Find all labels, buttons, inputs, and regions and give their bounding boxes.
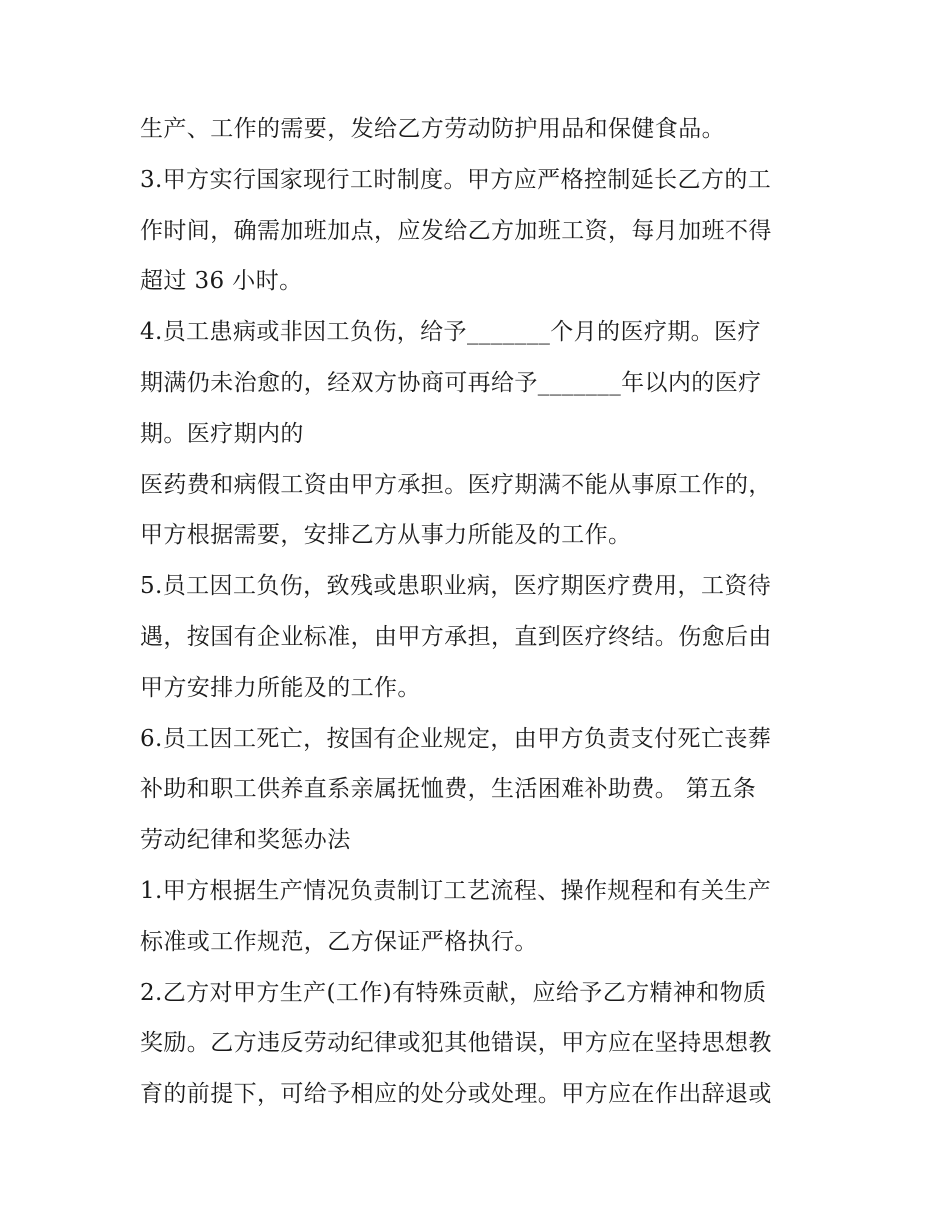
text-line: 甲方根据需要，安排乙方从事力所能及的工作。 [140, 522, 632, 549]
text-line: 1.甲方根据生产情况负责制订工艺流程、操作规程和有关生产 [140, 877, 772, 904]
text-line: 2.乙方对甲方生产(工作)有特殊贡献，应给予乙方精神和物质 [140, 979, 767, 1006]
text-line: 期。医疗期内的 [140, 420, 304, 447]
text-line: 遇，按国有企业标准，由甲方承担，直到医疗终结。伤愈后由 [140, 623, 772, 650]
text-line: 5.员工因工负伤，致残或患职业病，医疗期医疗费用，工资待 [140, 573, 772, 600]
text-line: 劳动纪律和奖惩办法 [140, 827, 351, 854]
text-line: 育的前提下，可给予相应的处分或处理。甲方应在作出辞退或 [140, 1081, 772, 1108]
text-line: 补助和职工供养直系亲属抚恤费，生活困难补助费。 第五条 [140, 776, 757, 803]
document-body [140, 104, 820, 1120]
text-line: 甲方安排力所能及的工作。 [140, 674, 421, 701]
text-line: 4.员工患病或非因工负伤，给予_______个月的医疗期。医疗 [140, 319, 761, 346]
text-line: 6.员工因工死亡，按国有企业规定，由甲方负责支付死亡丧葬 [140, 725, 772, 752]
text-line: 医药费和病假工资由甲方承担。医疗期满不能从事原工作的， [140, 471, 772, 498]
text-line: 奖励。乙方违反劳动纪律或犯其他错误，甲方应在坚持思想教 [140, 1030, 772, 1057]
text-line: 3.甲方实行国家现行工时制度。甲方应严格控制延长乙方的工 [140, 166, 772, 193]
text-line: 超过 36 小时。 [140, 268, 303, 295]
text-line: 标准或工作规范，乙方保证严格执行。 [140, 928, 538, 955]
text-line: 生产、工作的需要，发给乙方劳动防护用品和保健食品。 [140, 116, 725, 142]
text-line: 期满仍未治愈的，经双方协商可再给予_______年以内的医疗 [140, 369, 762, 396]
text-line: 作时间，确需加班加点，应发给乙方加班工资，每月加班不得 [140, 217, 772, 244]
